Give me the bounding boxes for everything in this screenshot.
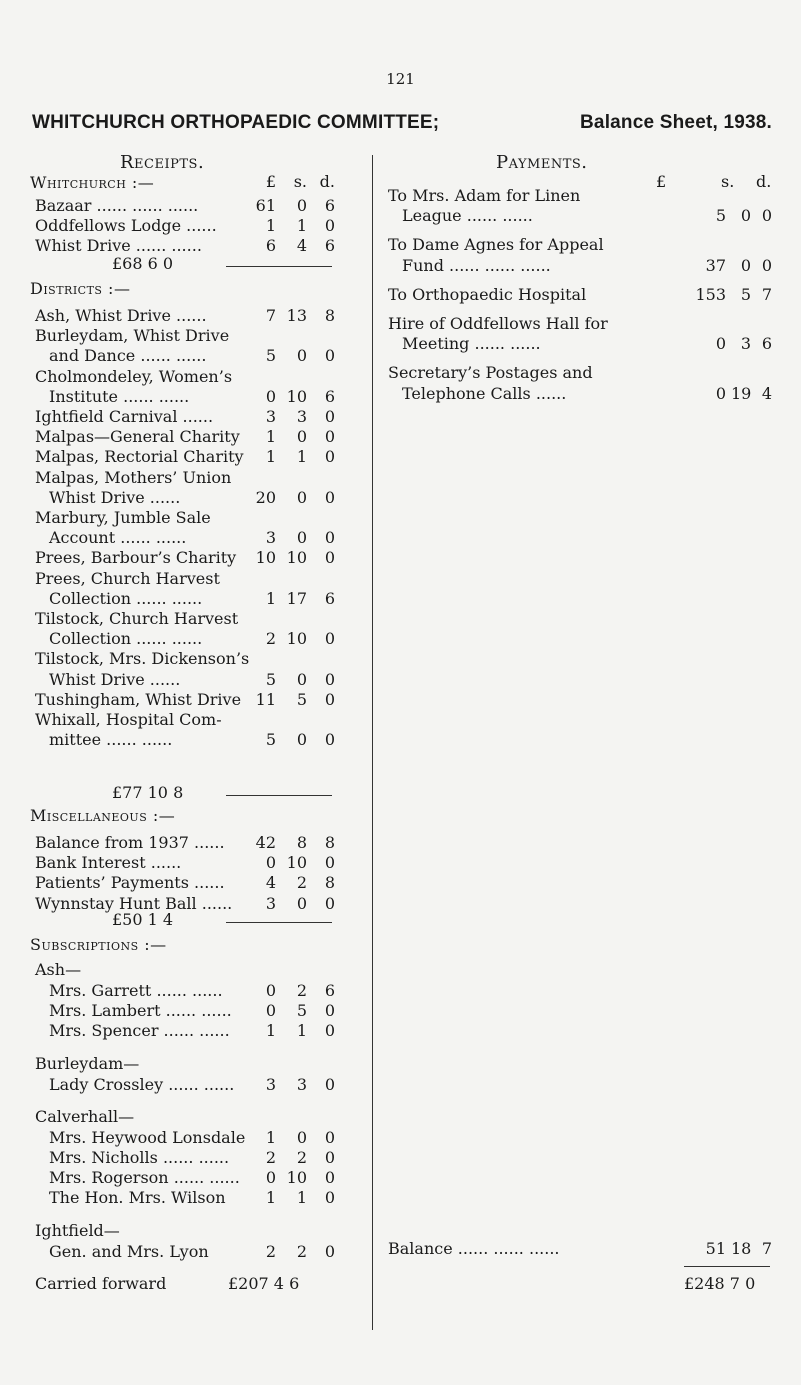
- payment-pounds: 153: [695, 284, 726, 304]
- district-row-pence: 0: [324, 487, 335, 507]
- district-row: [35, 730, 355, 752]
- district-row-label-line: Collection ...... ......: [49, 629, 203, 649]
- payment-pence: 0: [761, 206, 772, 226]
- district-row-shillings: 0: [296, 346, 307, 366]
- payment-row: [388, 206, 772, 228]
- subscription-place: Ash—: [35, 960, 82, 979]
- subscription-row: [35, 1242, 355, 1264]
- district-row-shillings: 0: [296, 730, 307, 750]
- subscription-row-label: Lady Crossley ...... ......: [49, 1074, 235, 1094]
- subscription-row-shillings: 10: [286, 1168, 307, 1188]
- district-row-label-line: and Dance ...... ......: [49, 346, 207, 366]
- subscription-row-pounds: 3: [265, 1074, 276, 1094]
- miscellaneous-subtotal: £50 1 4: [112, 910, 174, 929]
- subscription-row: [35, 1148, 355, 1170]
- receipt-row-shillings: 1: [296, 216, 307, 236]
- payment-label-line: Hire of Oddfellows Hall for: [388, 314, 608, 333]
- misc-row-pence: 8: [324, 873, 335, 893]
- misc-row-label: Wynnstay Hunt Ball ......: [35, 893, 233, 913]
- title-left: WHITCHURCH ORTHOPAEDIC COMMITTEE;: [32, 112, 440, 133]
- district-row-pounds: 10: [255, 548, 276, 568]
- district-row-pounds: 0: [265, 386, 276, 406]
- district-row-label-line: Malpas, Mothers’ Union: [35, 467, 232, 487]
- subscription-row-label: Mrs. Rogerson ...... ......: [49, 1168, 240, 1188]
- receipt-row-shillings: 0: [296, 196, 307, 215]
- subscription-row-label: Gen. and Mrs. Lyon: [49, 1241, 209, 1261]
- payment-row: [388, 284, 772, 307]
- district-row-pence: 0: [324, 528, 335, 548]
- payment-shillings: 5: [740, 284, 751, 304]
- misc-row-label: Patients’ Payments ......: [35, 873, 225, 893]
- pence-header: d.: [319, 172, 335, 191]
- subscription-row-pence: 6: [324, 981, 335, 1000]
- district-row-shillings: 10: [286, 629, 307, 649]
- district-row-pence: 0: [324, 689, 335, 709]
- receipt-row-label: Whist Drive ...... ......: [35, 236, 202, 256]
- district-row-pence: 0: [324, 427, 335, 447]
- district-row: [35, 670, 355, 692]
- payments-shillings-header: s.: [721, 172, 735, 191]
- receipt-row-shillings: 4: [296, 236, 307, 256]
- subscription-row: [35, 1001, 355, 1023]
- payment-label-line: League ...... ......: [402, 206, 533, 226]
- payment-label-line: Secretary’s Postages and: [388, 363, 593, 383]
- receipt-row-label: Oddfellows Lodge ......: [35, 216, 217, 236]
- subscription-row-shillings: 2: [296, 981, 307, 1000]
- district-row-shillings: 10: [286, 386, 307, 406]
- balance-row: [388, 1239, 772, 1261]
- receipt-row-pounds: 61: [255, 196, 276, 215]
- payment-shillings: 19: [731, 383, 752, 403]
- payment-shillings: 0: [740, 255, 751, 275]
- district-row-label-line: Account ...... ......: [49, 528, 187, 548]
- payment-label-line: Fund ...... ...... ......: [402, 255, 551, 275]
- district-row-shillings: 3: [296, 407, 307, 426]
- district-row-pounds: 5: [265, 346, 276, 366]
- district-row: [35, 306, 355, 328]
- payment-label-line: To Orthopaedic Hospital: [388, 284, 587, 304]
- payment-shillings: 0: [740, 206, 751, 226]
- subscription-row-pounds: 1: [265, 1021, 276, 1041]
- misc-row: [35, 894, 355, 916]
- district-row-shillings: 10: [286, 548, 307, 568]
- payment-pence: 7: [761, 284, 772, 304]
- receipt-row: [35, 196, 355, 218]
- district-row-label-line: Whixall, Hospital Com-: [35, 710, 222, 729]
- whitchurch-subtotal: £68 6 0: [112, 254, 174, 273]
- subscription-row-pounds: 2: [265, 1148, 276, 1167]
- payment-label-line: Meeting ...... ......: [402, 334, 541, 354]
- subscription-row-pounds: 0: [265, 1168, 276, 1188]
- subscription-row-pence: 0: [324, 1021, 335, 1041]
- receipt-row: [35, 236, 355, 258]
- whitchurch-subtotal-rule: [226, 266, 332, 267]
- receipt-row-pence: 6: [324, 236, 335, 256]
- district-row-pence: 6: [324, 588, 335, 608]
- balance-rule: [684, 1266, 770, 1267]
- subscription-row-pounds: 0: [265, 981, 276, 1000]
- receipt-row: [35, 216, 355, 238]
- district-row-label-line: Marbury, Jumble Sale: [35, 508, 211, 527]
- subscription-row-shillings: 0: [296, 1127, 307, 1147]
- subscription-row-pounds: 1: [265, 1188, 276, 1208]
- district-row-shillings: 5: [296, 689, 307, 709]
- subscription-row-label: Mrs. Spencer ...... ......: [49, 1021, 230, 1041]
- district-row-shillings: 0: [296, 528, 307, 548]
- district-row-label-line: Whist Drive ......: [49, 487, 181, 507]
- district-row-pence: 0: [324, 407, 335, 426]
- district-row: [35, 488, 355, 510]
- districts-subtotal: £77 10 8: [112, 783, 184, 802]
- subscription-place: Calverhall—: [35, 1106, 135, 1126]
- carried-forward-label: Carried forward: [35, 1274, 167, 1293]
- subscription-row-label: Mrs. Heywood Lonsdale: [49, 1127, 246, 1147]
- subscription-row-pounds: 1: [265, 1127, 276, 1147]
- subscription-row-shillings: 2: [296, 1241, 307, 1261]
- district-row-label-line: Collection ...... ......: [49, 588, 203, 608]
- misc-row-label: Balance from 1937 ......: [35, 833, 225, 852]
- title-right: Balance Sheet, 1938.: [580, 112, 772, 133]
- receipt-row-pence: 6: [324, 196, 335, 215]
- district-row-label-line: Tilstock, Mrs. Dickenson’s: [35, 649, 250, 669]
- subscription-row-shillings: 5: [296, 1001, 307, 1021]
- district-row-shillings: 13: [286, 306, 307, 325]
- misc-row-pounds: 4: [265, 873, 276, 893]
- carried-forward-total: £207 4 6: [228, 1274, 300, 1293]
- subscription-row-pounds: 0: [265, 1001, 276, 1021]
- district-row-label-line: Institute ...... ......: [49, 386, 190, 406]
- misc-row-pence: 8: [324, 833, 335, 852]
- subscription-row-pence: 0: [324, 1001, 335, 1021]
- payment-label-line: Telephone Calls ......: [402, 383, 567, 403]
- payment-row: [388, 334, 772, 356]
- subscription-row: [35, 1188, 355, 1210]
- district-row: [35, 407, 355, 429]
- district-row-pence: 8: [324, 306, 335, 325]
- subscription-row: [35, 1168, 355, 1190]
- misc-row-shillings: 2: [296, 873, 307, 893]
- payment-pounds: 37: [705, 255, 726, 275]
- receipt-row-pence: 0: [324, 216, 335, 236]
- misc-row-shillings: 0: [296, 893, 307, 913]
- district-row-label-line: Ash, Whist Drive ......: [35, 306, 207, 325]
- subscription-row-pence: 0: [324, 1074, 335, 1094]
- district-row: [35, 528, 355, 550]
- miscellaneous-label: Miscellaneous :—: [30, 806, 176, 825]
- misc-row-pence: 0: [324, 853, 335, 873]
- district-row: [35, 387, 355, 409]
- payment-pounds: 5: [715, 206, 726, 226]
- district-row-label-line: Cholmondeley, Women’s: [35, 366, 233, 386]
- districts-subtotal-rule: [226, 795, 332, 796]
- column-divider: [372, 155, 373, 1330]
- district-row-shillings: 0: [296, 427, 307, 447]
- receipt-row-label: Bazaar ...... ...... ......: [35, 196, 199, 215]
- district-row-pence: 6: [324, 386, 335, 406]
- district-row-pounds: 1: [265, 588, 276, 608]
- district-row-label-line: mittee ...... ......: [49, 730, 173, 750]
- payments-pence-header: d.: [756, 172, 772, 191]
- district-row-pounds: 3: [265, 407, 276, 426]
- district-row-label-line: Prees, Church Harvest: [35, 568, 220, 588]
- misc-row: [35, 833, 355, 855]
- district-row-label-line: Ightfield Carnival ......: [35, 407, 214, 426]
- receipt-row-pounds: 1: [265, 216, 276, 236]
- balance-pence: 7: [761, 1239, 772, 1258]
- subscription-row-shillings: 1: [296, 1021, 307, 1041]
- payment-pence: 6: [761, 334, 772, 354]
- district-row: [35, 629, 355, 651]
- payment-pounds: 0: [715, 334, 726, 354]
- payments-total: £248 7 0: [684, 1274, 756, 1293]
- misc-row-pounds: 42: [255, 833, 276, 852]
- district-row-label-line: Malpas, Rectorial Charity: [35, 447, 244, 467]
- subscription-row-pence: 0: [324, 1148, 335, 1167]
- district-row: [35, 548, 355, 570]
- subscription-row: [35, 1021, 355, 1043]
- district-row-label-line: Prees, Barbour’s Charity: [35, 548, 237, 568]
- district-row-pence: 0: [324, 447, 335, 467]
- subscription-row: [35, 1075, 355, 1097]
- misc-row-shillings: 10: [286, 853, 307, 873]
- subscription-row-label: The Hon. Mrs. Wilson: [49, 1188, 226, 1208]
- district-row-pounds: 3: [265, 528, 276, 548]
- misc-row-pounds: 3: [265, 893, 276, 913]
- payment-pounds: 0: [715, 383, 726, 403]
- districts-label: Districts :—: [30, 279, 131, 298]
- district-row-label-line: Malpas—General Charity: [35, 427, 240, 447]
- payment-pence: 0: [761, 255, 772, 275]
- receipt-row-pounds: 6: [265, 236, 276, 256]
- payment-label-line: To Mrs. Adam for Linen: [388, 186, 581, 205]
- misc-row-shillings: 8: [296, 833, 307, 852]
- district-row-shillings: 17: [286, 588, 307, 608]
- page-title: [32, 112, 772, 134]
- subscription-row-shillings: 2: [296, 1148, 307, 1167]
- whitchurch-label: Whitchurch :—: [30, 173, 155, 192]
- subscription-row-label: Mrs. Garrett ...... ......: [49, 981, 223, 1000]
- subscription-row: [35, 981, 355, 1003]
- subscription-row-label: Mrs. Nicholls ...... ......: [49, 1148, 230, 1167]
- district-row: [35, 346, 355, 368]
- district-row-label-line: Tushingham, Whist Drive: [35, 689, 242, 709]
- receipts-heading: Receipts.: [120, 152, 205, 173]
- district-row-pounds: 11: [255, 689, 276, 709]
- payments-heading: Payments.: [496, 152, 588, 173]
- subscription-place: Burleydam—: [35, 1053, 140, 1073]
- payment-label-line: To Dame Agnes for Appeal: [388, 235, 604, 255]
- district-row-pence: 0: [324, 730, 335, 750]
- subscription-row-shillings: 3: [296, 1074, 307, 1094]
- district-row-pounds: 5: [265, 730, 276, 750]
- misc-row-pence: 0: [324, 893, 335, 913]
- subscription-row-pence: 0: [324, 1241, 335, 1261]
- subscription-row: [35, 1128, 355, 1150]
- district-row: [35, 447, 355, 469]
- balance-label: Balance ...... ...... ......: [388, 1239, 560, 1258]
- subscription-row-pounds: 2: [265, 1241, 276, 1261]
- subscription-place: Ightfield—: [35, 1220, 120, 1240]
- district-row: [35, 427, 355, 449]
- misc-row: [35, 853, 355, 875]
- district-row-shillings: 0: [296, 669, 307, 689]
- subscription-row-label: Mrs. Lambert ...... ......: [49, 1001, 232, 1021]
- misc-row: [35, 873, 355, 895]
- shillings-header: s.: [293, 172, 307, 191]
- payment-row: [388, 255, 772, 278]
- payment-pence: 4: [761, 383, 772, 403]
- misc-row-label: Bank Interest ......: [35, 853, 182, 873]
- balance-pounds: 51: [705, 1239, 726, 1258]
- district-row-pounds: 1: [265, 427, 276, 447]
- district-row-shillings: 1: [296, 447, 307, 467]
- balance-shillings: 18: [731, 1239, 752, 1258]
- district-row-label-line: Burleydam, Whist Drive: [35, 326, 230, 346]
- misc-row-pounds: 0: [265, 853, 276, 873]
- page-number: 121: [386, 70, 415, 88]
- district-row-label-line: Tilstock, Church Harvest: [35, 609, 239, 628]
- pounds-header: £: [265, 172, 276, 191]
- district-row-pounds: 1: [265, 447, 276, 467]
- payment-row: [388, 383, 772, 406]
- district-row-pence: 0: [324, 548, 335, 568]
- district-row-shillings: 0: [296, 487, 307, 507]
- payments-pounds-header: £: [656, 172, 667, 191]
- district-row: [35, 690, 355, 712]
- district-row-label-line: Whist Drive ......: [49, 669, 181, 689]
- district-row-pounds: 20: [255, 487, 276, 507]
- district-row-pounds: 2: [265, 629, 276, 649]
- district-row-pounds: 7: [265, 306, 276, 325]
- subscription-row-pence: 0: [324, 1188, 335, 1208]
- district-row: [35, 589, 355, 611]
- subscription-row-pence: 0: [324, 1127, 335, 1147]
- district-row-pence: 0: [324, 669, 335, 689]
- subscriptions-label: Subscriptions :—: [30, 935, 167, 954]
- district-row-pounds: 5: [265, 669, 276, 689]
- subscription-row-shillings: 1: [296, 1188, 307, 1208]
- miscellaneous-subtotal-rule: [226, 922, 332, 923]
- district-row-pence: 0: [324, 629, 335, 649]
- district-row-pence: 0: [324, 346, 335, 366]
- subscription-row-pence: 0: [324, 1168, 335, 1188]
- payment-shillings: 3: [740, 334, 751, 354]
